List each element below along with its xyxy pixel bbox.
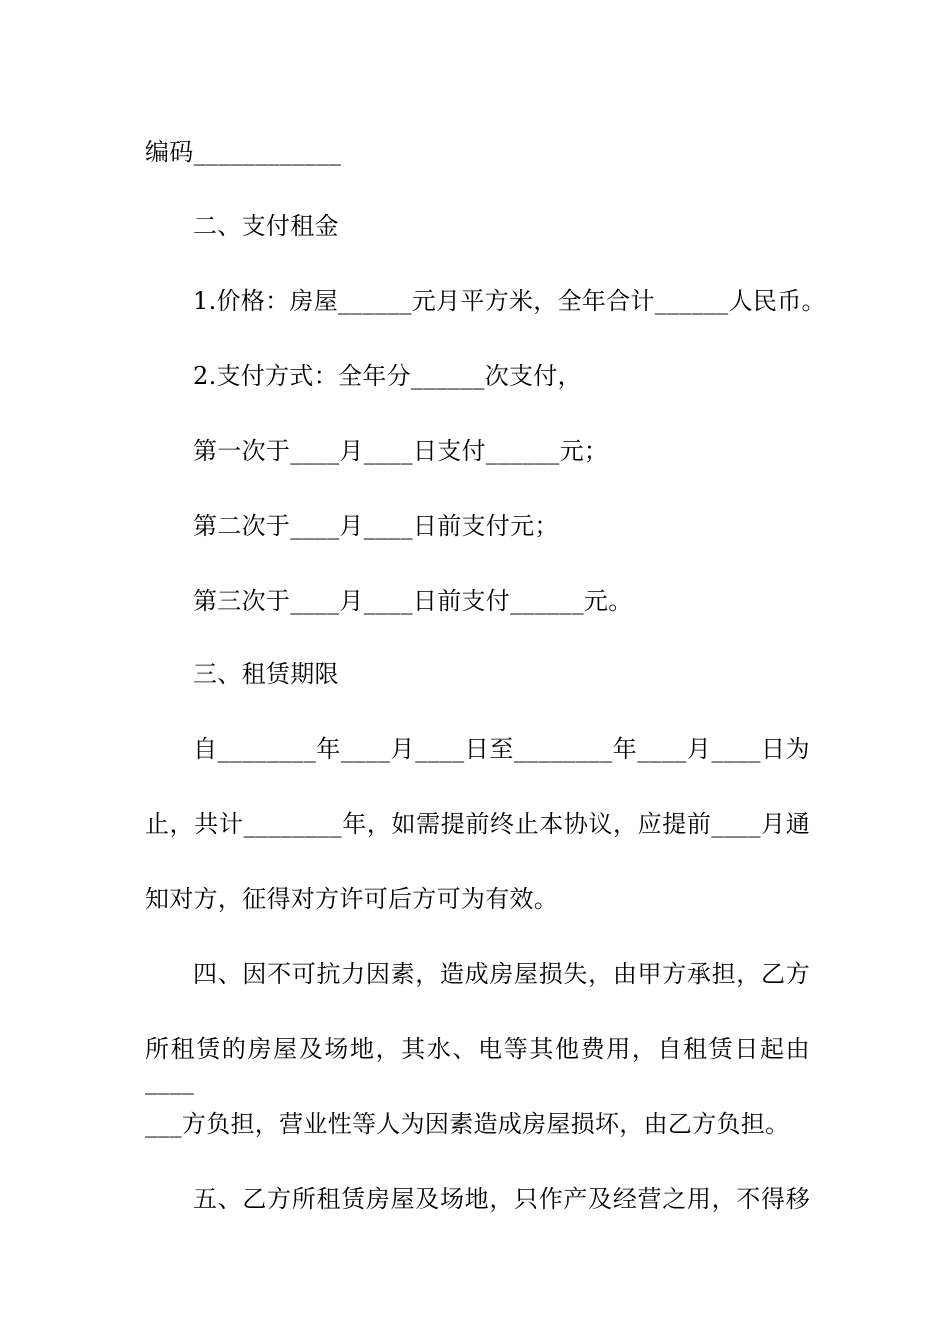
lease-term-paragraph-line-3: 知对方，征得对方许可后方可为有效。 [145, 885, 559, 913]
force-majeure-paragraph-line-2: 所租赁的房屋及场地，其水、电等其他费用，自租赁日起由____ [145, 1035, 810, 1095]
lease-term-paragraph-line-1: 自________年____月____日至________年____月____日为 [193, 735, 810, 763]
code-line: 编码____________ [145, 138, 342, 166]
lease-term-paragraph-line-2: 止，共计________年，如需提前终止本协议，应提前____月通 [145, 810, 810, 838]
usage-restriction-paragraph-line-1: 五、乙方所租赁房屋及场地，只作产及经营之用，不得移 [193, 1185, 810, 1213]
force-majeure-paragraph-line-1: 四、因不可抗力因素，造成房屋损失，由甲方承担，乙方 [193, 960, 810, 988]
price-clause: 1.价格：房屋______元月平方米，全年合计______人民币。 [193, 287, 826, 315]
section-heading-lease-term: 三、租赁期限 [193, 660, 339, 688]
first-payment-line: 第一次于____月____日支付______元； [193, 437, 609, 465]
force-majeure-paragraph-line-3: ___方负担，营业性等人为因素造成房屋损坏，由乙方负担。 [145, 1110, 790, 1138]
section-heading-payment: 二、支付租金 [193, 212, 339, 240]
third-payment-line: 第三次于____月____日前支付______元。 [193, 587, 633, 615]
payment-method-clause: 2.支付方式：全年分______次支付， [193, 362, 582, 390]
second-payment-line: 第二次于____月____日前支付元； [193, 512, 559, 540]
